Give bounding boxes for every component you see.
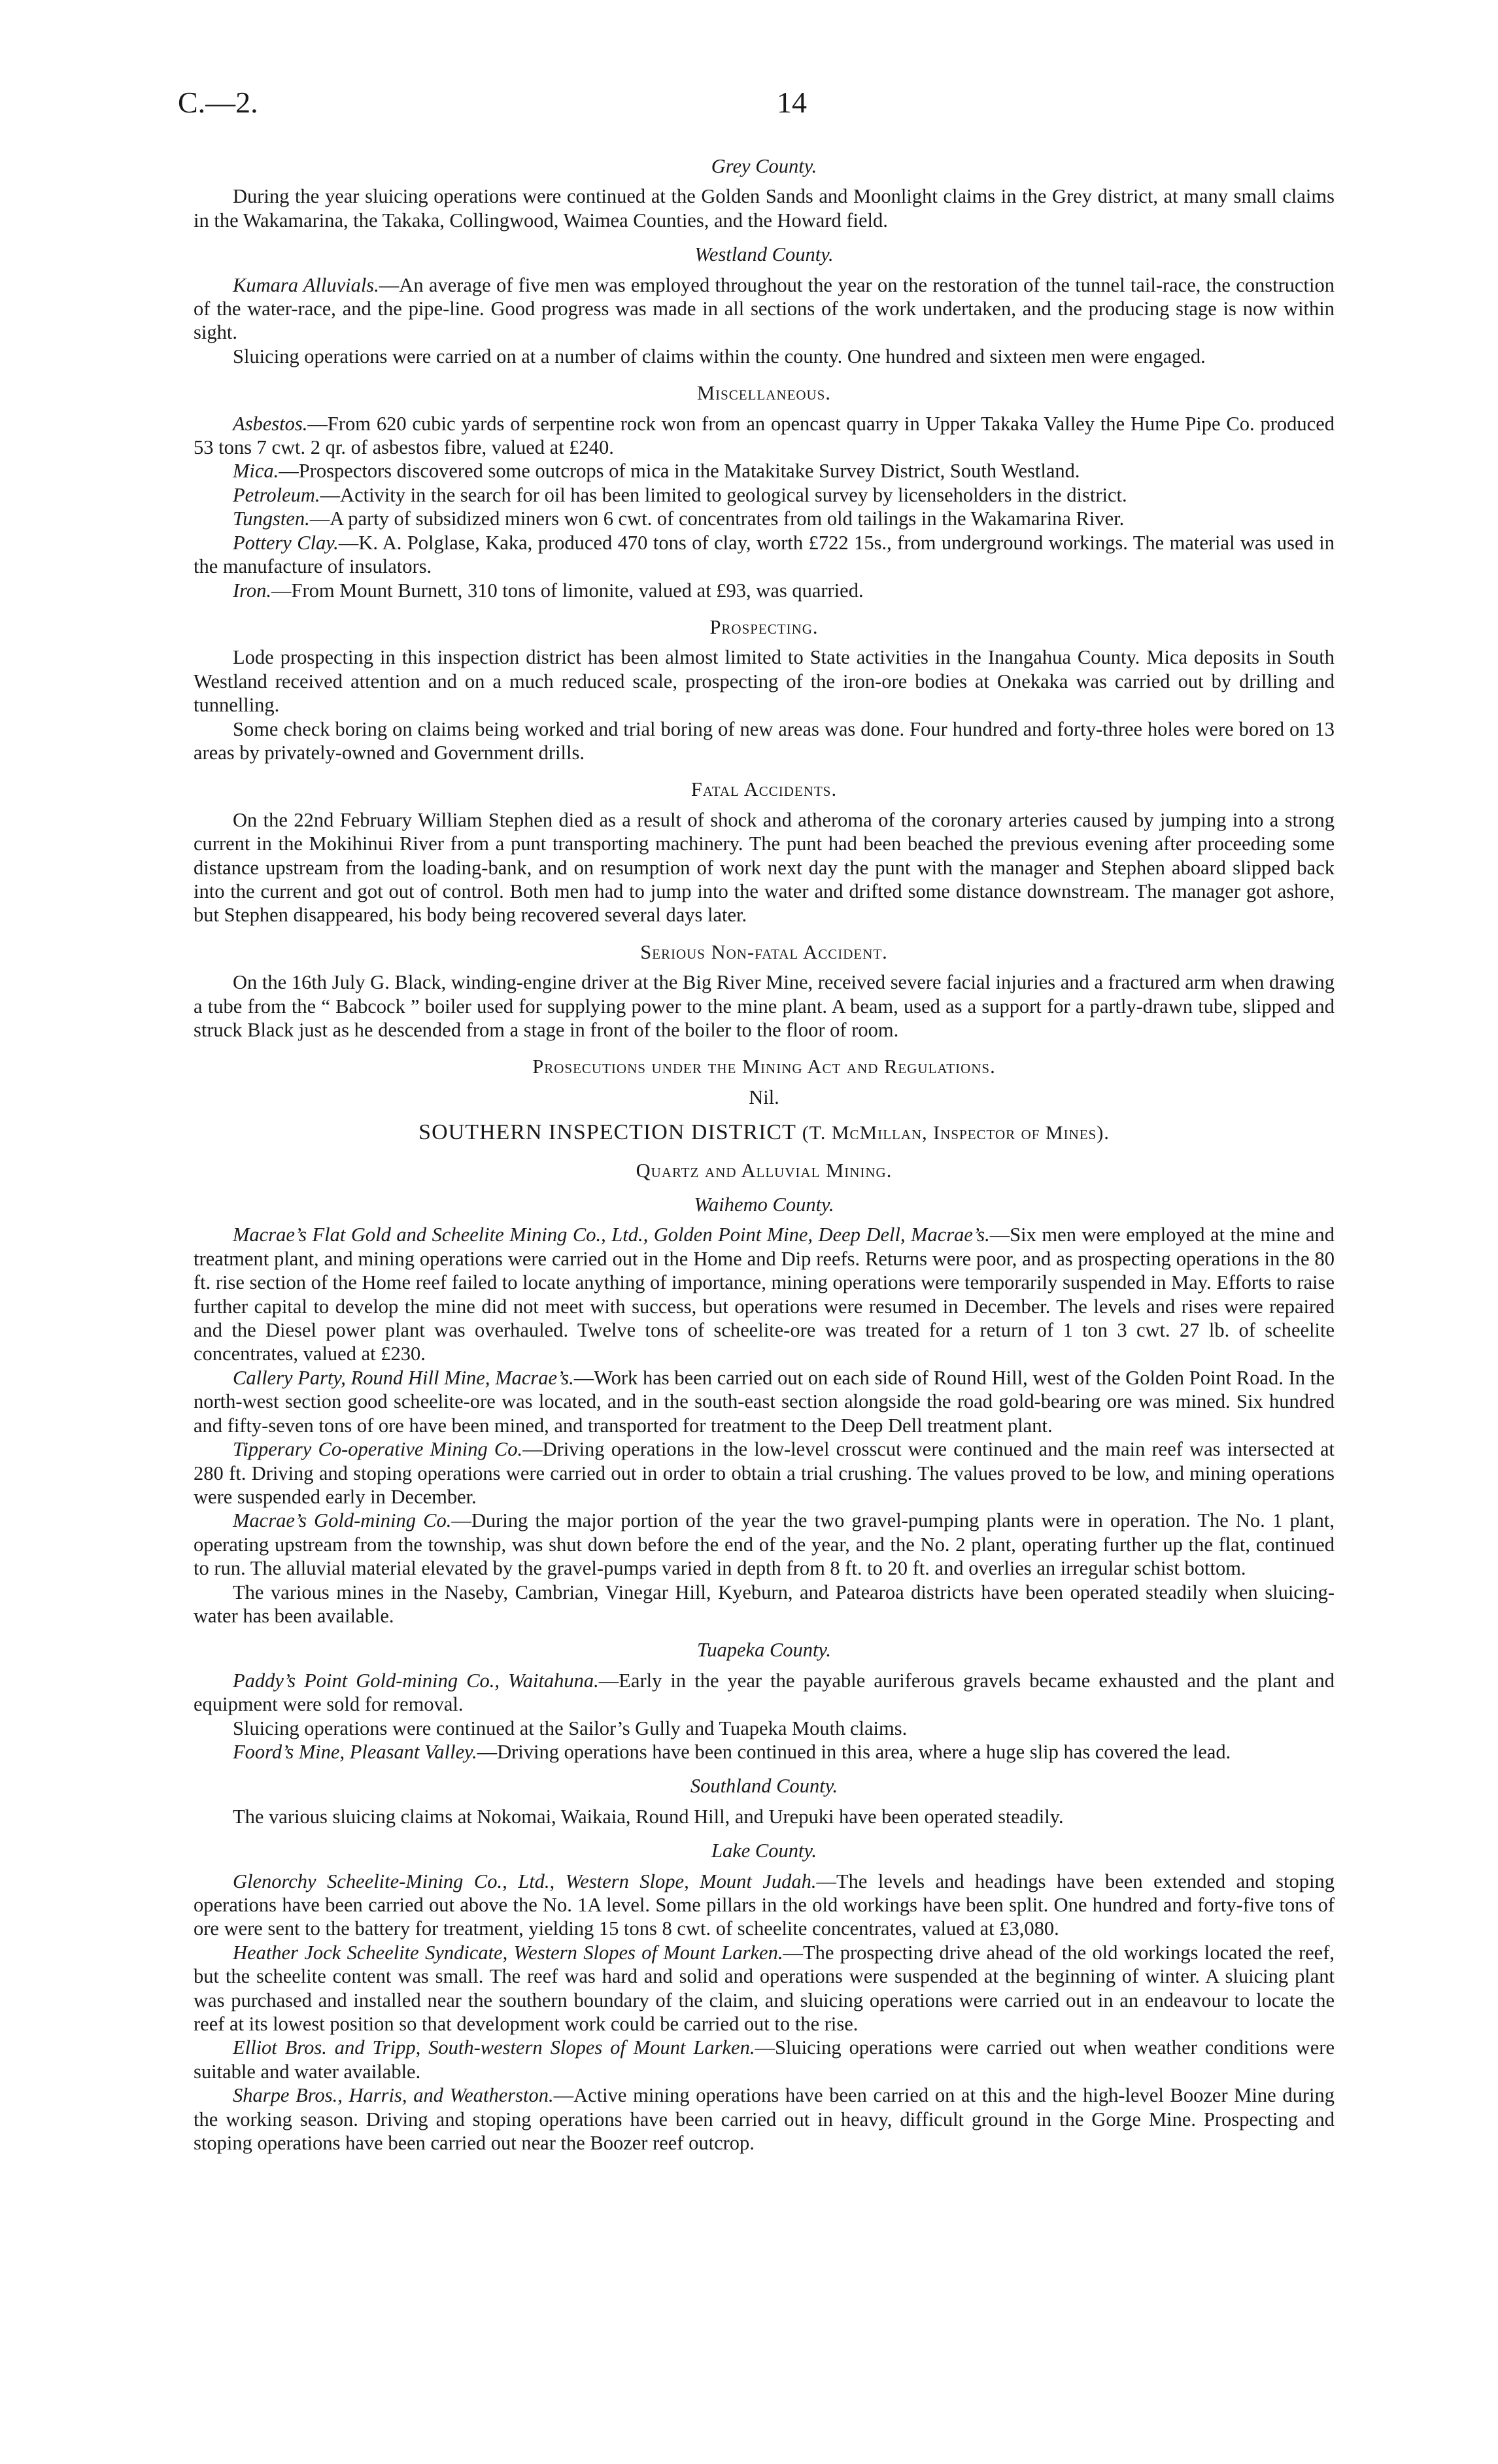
page-number: 14 bbox=[777, 86, 807, 119]
miscellaneous-heading: Miscellaneous. bbox=[696, 382, 832, 405]
sharpe-bros-paragraph bbox=[194, 2083, 1335, 2155]
grey-county-heading: Grey County. bbox=[711, 155, 817, 177]
paragraph-body: —During the major portion of the year the two gravel-pumping plants were in operation. The No. 1 plant, operating upstream from the township, was shut down before the end of the year, and the No. 2 plant, operating further up the flat, continued to run. The alluvial material elevated by the gravel-pumps varied in depth from 8 ft. to 20 ft. and overlies an irregular schist bottom. bbox=[194, 1509, 1335, 1580]
southland-paragraph: The various sluicing claims at Nokomai, Waikaia, Round Hill, and Urepuki have been operated steadily. bbox=[233, 1805, 1064, 1828]
paragraph-body: —From Mount Burnett, 310 tons of limonite, valued at £93, was quarried. bbox=[271, 579, 864, 602]
mica-paragraph bbox=[194, 459, 1335, 483]
paragraph-lead: Pottery Clay. bbox=[233, 531, 339, 554]
paragraph-body: Sluicing operations were continued at the Sailor’s Gully and Tuapeka Mouth claims. bbox=[233, 1717, 908, 1739]
glenorchy-paragraph bbox=[194, 1870, 1335, 1941]
tipperary-paragraph bbox=[194, 1437, 1335, 1509]
paragraph-lead: Foord’s Mine, Pleasant Valley. bbox=[233, 1740, 477, 1763]
paragraph-body: —Prospectors discovered some outcrops of mica in the Matakitake Survey District, South Westland. bbox=[279, 460, 1080, 483]
paragraph-body: —Driving operations in the low-level crosscut were continued and the main reef was intersected at 280 ft. Driving and stoping operations were carried out in order to obtain a trial crushing. The values proved to be low, and mining operations were suspended early in December. bbox=[194, 1438, 1335, 1508]
tuapeka-sluicing-paragraph bbox=[194, 1717, 1335, 1740]
paragraph-body: —Sluicing operations were carried out when weather conditions were suitable and water available. bbox=[194, 2036, 1335, 2083]
paragraph-body: —Work has been carried out on each side of Round Hill, west of the Golden Point Road. In the north-west section good scheelite-ore was located, and in the south-east section alongside the road gold-bearing ore was mined. Six hundred and fifty-seven tons of ore have been mined, and transported for treatment to the Deep Dell treatment plant. bbox=[194, 1366, 1335, 1437]
paragraph-lead: Sharpe Bros., Harris, and Weatherston. bbox=[233, 2084, 554, 2107]
macraes-gold-mining-paragraph bbox=[194, 1509, 1335, 1580]
fatal-accidents-heading: Fatal Accidents. bbox=[690, 778, 838, 801]
paragraph-lead: Paddy’s Point Gold-mining Co., Waitahuna. bbox=[233, 1669, 599, 1692]
paragraph-body: The various mines in the Naseby, Cambrian, Vinegar Hill, Kyeburn, and Patearoa districts have been operated steadily when sluicing-water has been available. bbox=[194, 1581, 1335, 1627]
naseby-mines-paragraph bbox=[194, 1581, 1335, 1628]
kumara-alluvials-paragraph bbox=[194, 273, 1335, 345]
paragraph-body: —Activity in the search for oil has been limited to geological survey by licenseholders in the district. bbox=[320, 483, 1127, 506]
paragraph-lead: Macrae’s Flat Gold and Scheelite Mining Co., Ltd., Golden Point Mine, Deep Dell, Macrae’s. bbox=[233, 1223, 990, 1246]
petroleum-paragraph bbox=[194, 483, 1335, 507]
westland-county-heading: Westland County. bbox=[694, 243, 834, 266]
iron-paragraph bbox=[194, 579, 1335, 602]
prosecutions-heading: Prosecutions under the Mining Act and Regulations. bbox=[532, 1055, 996, 1078]
paragraph-lead: Asbestos. bbox=[233, 412, 308, 435]
paragraph-lead: Heather Jock Scheelite Syndicate, Western Slopes of Mount Larken. bbox=[233, 1941, 783, 1964]
paragraph-body: —The levels and headings have been extended and stoping operations have been carried out above the No. 1A level. Some pillars in the old workings have been split. One hundred and forty-five tons of ore were sent to the battery for treatment, yielding 15 tons 8 cwt. of scheelite concentrates, valued at £3,080. bbox=[194, 1870, 1335, 1940]
paragraph-lead: Glenorchy Scheelite-Mining Co., Ltd., Western Slope, Mount Judah. bbox=[233, 1870, 817, 1892]
paragraph-body: —K. A. Polglase, Kaka, produced 470 tons of clay, worth £722 15s., from underground workings. The material was used in the manufacture of insulators. bbox=[194, 531, 1335, 578]
paragraph-lead: Tipperary Co-operative Mining Co. bbox=[233, 1438, 523, 1461]
page-body bbox=[194, 144, 1335, 2155]
paddys-point-paragraph bbox=[194, 1669, 1335, 1717]
paragraph-body: —A party of subsidized miners won 6 cwt. of concentrates from old tailings in the Wakamarina River. bbox=[309, 507, 1125, 530]
grey-county-paragraph: During the year sluicing operations were continued at the Golden Sands and Moonlight claims in the Grey district, at many small claims in the Wakamarina, the Takaka, Collingwood, Waimea Counties, and the Howard field. bbox=[194, 185, 1335, 231]
paragraph-lead: Callery Party, Round Hill Mine, Macrae’s. bbox=[233, 1366, 574, 1389]
serious-accident-paragraph: On the 16th July G. Black, winding-engine driver at the Big River Mine, received severe facial injuries and a fractured arm when drawing a tube from the “ Babcock ” boiler used for supplying power to the mine plant. A beam, used as a support for a partly-drawn tube, slipped and struck Black just as he descended from a stage in front of the boiler to the floor of room. bbox=[194, 971, 1335, 1041]
tungsten-paragraph bbox=[194, 507, 1335, 530]
paragraph-lead: Tungsten. bbox=[233, 507, 310, 530]
quartz-alluvial-heading: Quartz and Alluvial Mining. bbox=[636, 1159, 893, 1182]
paragraph-body: —Early in the year the payable auriferous gravels became exhausted and the plant and equipment were sold for removal. bbox=[194, 1669, 1335, 1716]
tuapeka-county-heading: Tuapeka County. bbox=[696, 1639, 832, 1662]
pottery-clay-paragraph bbox=[194, 531, 1335, 579]
paragraph-body: —Driving operations have been continued in this area, where a huge slip has covered the lead. bbox=[477, 1740, 1231, 1763]
elliot-bros-paragraph bbox=[194, 2036, 1335, 2083]
macraes-flat-paragraph bbox=[194, 1223, 1335, 1365]
paragraph-lead: Iron. bbox=[233, 579, 272, 602]
paragraph-body: —From 620 cubic yards of serpentine rock won from an opencast quarry in Upper Takaka Valley the Hume Pipe Co. produced 53 tons 7 cwt. 2 qr. of asbestos fibre, valued at £240. bbox=[194, 412, 1335, 459]
report-reference: C.—2. bbox=[178, 86, 258, 119]
district-title: SOUTHERN INSPECTION DISTRICT bbox=[418, 1120, 796, 1145]
fatal-accident-paragraph: On the 22nd February William Stephen died as a result of shock and atheroma of the coronary arteries caused by jumping into a strong current in the Mokihinui River from a punt transporting machinery. The punt had been beached the previous evening after proceeding some distance upstream from the loading-bank, and on resumption of work next day the punt with the manager and Stephen aboard slipped back into the current and got out of control. Both men had to jump into the water and drifted some distance downstream. The manager got ashore, but Stephen disappeared, his body being recovered several days later. bbox=[194, 808, 1335, 927]
paragraph-lead: Mica. bbox=[233, 460, 279, 483]
paragraph-lead: Kumara Alluvials. bbox=[233, 273, 379, 296]
prosecutions-nil: Nil. bbox=[749, 1086, 779, 1108]
southern-district-heading bbox=[194, 1121, 1335, 1145]
lode-prospecting-paragraph: Lode prospecting in this inspection district has been almost limited to State activities in the Inangahua County. Mica deposits in South Westland received attention and on a much reduced scale, prospecting of the iron-ore bodies at Onekaka was carried out by drilling and tunnelling. bbox=[194, 646, 1335, 717]
southland-county-heading: Southland County. bbox=[690, 1775, 838, 1798]
paragraph-lead: Petroleum. bbox=[233, 483, 320, 506]
asbestos-paragraph bbox=[194, 412, 1335, 460]
serious-accident-heading: Serious Non-fatal Accident. bbox=[640, 940, 888, 963]
lake-county-heading: Lake County. bbox=[711, 1839, 817, 1862]
paragraph-body: —The prospecting drive ahead of the old workings located the reef, but the scheelite content was small. The reef was hard and solid and operations were suspended at the beginning of winter. A sluicing plant was purchased and installed near the southern boundary of the claim, and sluicing operations were carried out in an endeavour to locate the reef at its lowest position so that development work could be carried out to the rise. bbox=[194, 1941, 1335, 2036]
district-inspector: (T. McMillan, Inspector of Mines). bbox=[802, 1122, 1110, 1144]
foords-mine-paragraph bbox=[194, 1740, 1335, 1764]
prospecting-heading: Prospecting. bbox=[709, 615, 819, 638]
paragraph-lead: Macrae’s Gold-mining Co. bbox=[233, 1509, 452, 1532]
paragraph-lead: Elliot Bros. and Tripp, South-western Slopes of Mount Larken. bbox=[233, 2036, 755, 2059]
heather-jock-paragraph bbox=[194, 1941, 1335, 2036]
paragraph-body: —An average of five men was employed throughout the year on the restoration of the tunnel tail-race, the construction of the water-race, and the pipe-line. Good progress was made in all sections of the work undertaken, and the producing stage is now within sight. bbox=[194, 273, 1335, 344]
waihemo-county-heading: Waihemo County. bbox=[694, 1193, 834, 1216]
callery-party-paragraph bbox=[194, 1366, 1335, 1437]
paragraph-body: —Active mining operations have been carried on at this and the high-level Boozer Mine during the working season. Driving and stoping operations have been carried out in heavy, difficult ground in the Gorge Mine. Prospecting and stoping operations have been carried out near the Boozer reef outcrop. bbox=[194, 2084, 1335, 2155]
paragraph-body: —Six men were employed at the mine and treatment plant, and mining operations were carried out in the Home and Dip reefs. Returns were poor, and as prospecting operations in the 80 ft. rise section of the Home reef failed to locate anything of importance, mining operations were temporarily suspended in May. Efforts to raise further capital to develop the mine did not meet with success, but operations were resumed in December. The levels and rises were repaired and the Diesel power plant was overhauled. Twelve tons of scheelite-ore was treated for a return of 1 ton 3 cwt. 27 lb. of scheelite concentrates, valued at £230. bbox=[194, 1223, 1335, 1365]
westland-sluicing-paragraph: Sluicing operations were carried on at a number of claims within the county. One hundred and sixteen men were engaged. bbox=[233, 345, 1206, 368]
check-boring-paragraph: Some check boring on claims being worked and trial boring of new areas was done. Four hundred and forty-three holes were bored on 13 areas by privately-owned and Government drills. bbox=[194, 717, 1335, 764]
